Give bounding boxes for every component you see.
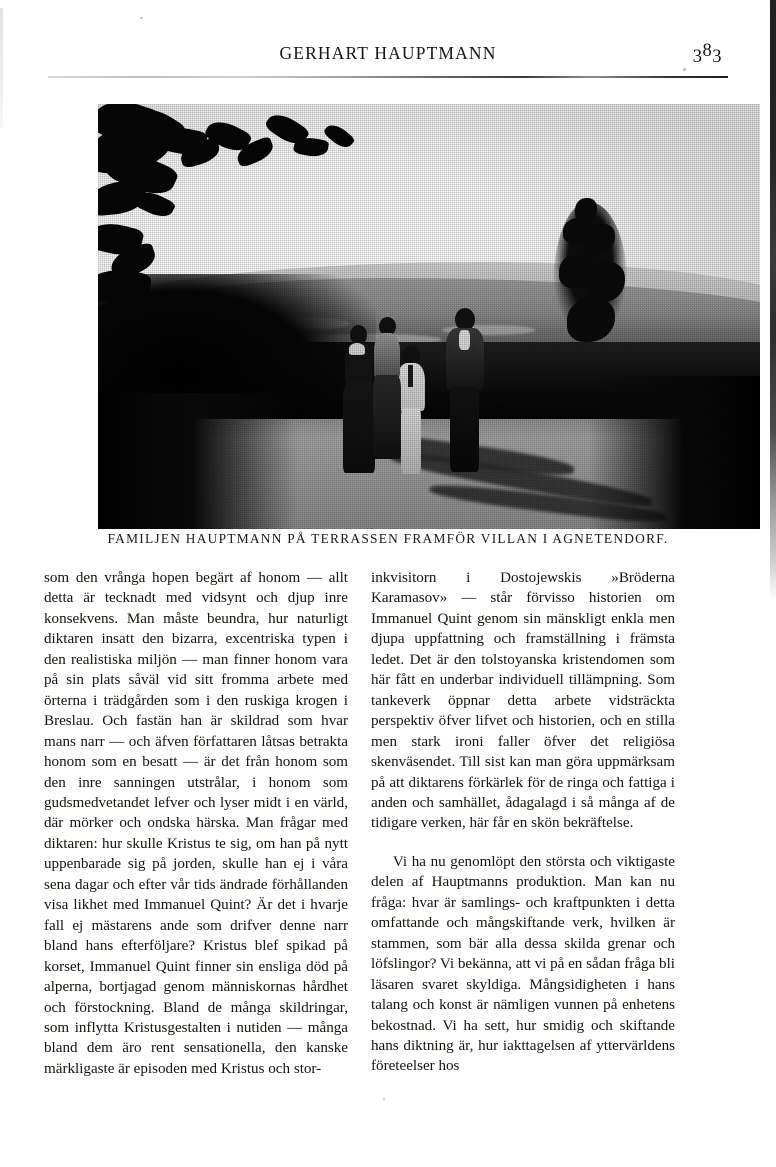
paragraph: Vi ha nu genomlöpt den största och viktigaste delen af Hauptmanns produktion. Man kan nu fråga: hvar är samlings- och kraftpunkten i detta omfattande och mångskiftande verk, hvilken är stammen, som bär alla dessa skilda grenar och löfslingor? Vi bekänna, att vi på en sådan fråga bli läsaren svaret skyldiga. Mångsidigheten i hans talang och konst är nämligen vunnen på enhetens bekostnad. Vi ha sett, hur smidig och skiftande hans diktning är, hur iakttagelsen af yttervärldens företeelser hos bbox=[371, 853, 675, 1075]
paragraph: inkvisitorn i Dostojewskis »Bröderna Karamasov» — står förvisso historien om Immanuel Quint genom sin mänskligt enkla men djupa uppfattning och framställning i främsta ledet. Det är den tolstoyanska kristendomen som här fått en underbar individuell tillämpning. Som tankeverk öppnar detta arbete vidsträckta perspektiv öfver lifvet och historien, och en stilla men stark ironi faller öfver det religiösa skenväsendet. Till sist kan man göra uppmärksam på att diktarens förkärlek för de ringa och fattiga i anden och samhället, ådagalagd i så många af de tidigare verken, här får en skön bekräftelse. bbox=[371, 570, 675, 832]
figure-collar bbox=[349, 343, 365, 355]
figure-tie bbox=[408, 365, 413, 387]
folio-digit-last: 3 bbox=[712, 47, 722, 67]
running-head bbox=[48, 43, 728, 69]
figure-legs bbox=[401, 408, 421, 474]
page-number bbox=[692, 41, 722, 67]
column-right bbox=[371, 568, 675, 1079]
folio-digit-mid: 8 bbox=[702, 41, 713, 61]
column-left bbox=[44, 568, 348, 1079]
body-columns bbox=[44, 568, 734, 1079]
figure-skirt bbox=[373, 375, 401, 459]
scan-speck bbox=[383, 1098, 385, 1100]
header-rule bbox=[48, 76, 728, 78]
photo-ground-layer bbox=[98, 104, 760, 529]
figure-woman-light-dress bbox=[373, 317, 403, 470]
scan-edge-left bbox=[0, 8, 3, 128]
figure-shirt bbox=[459, 330, 470, 350]
scan-edge-right bbox=[770, 0, 776, 600]
figure-trousers bbox=[450, 386, 479, 472]
ground-shadow-left bbox=[98, 393, 297, 529]
page-title: GERHART HAUPTMANN bbox=[279, 43, 497, 63]
folio-digit-first: 3 bbox=[692, 47, 703, 67]
scan-speck bbox=[140, 17, 143, 19]
photo-caption: FAMILJEN HAUPTMANN PÅ TERRASSEN FRAMFÖR VILLAN I AGNETENDORF. bbox=[107, 531, 669, 546]
figure-torso bbox=[374, 333, 400, 379]
photograph bbox=[98, 104, 760, 529]
figure-man-suit bbox=[446, 308, 484, 487]
ground-shadow-right bbox=[588, 376, 760, 529]
paragraph: som den vrånga hopen begärt af honom — allt detta är tecknadt med vidsynt och djup inre konsekvens. Man måste beundra, hur naturligt diktaren insatt den bizarra, excentriska typen i den realistiska miljön — man finner honom vara på sin plats såväl vid sitt fromma arbete med örterna i trädgården som i den ruskiga krogen i Breslau. Och fastän han är skildrad som hvar mans narr — och äfven författaren låtsas betrakta honom som en besatt — är det från honom som den inre sanningen utstrålar, i honom som gudsmedvetandet lefver och lyser midt i en värld, där mörker och ondska härska. Man frågar med diktaren: hur skulle Kristus te sig, om han på nytt uppenbarade sig på jorden, skulle han ej i våra sena dagar och efter vår tids ändrade förhållanden visa likhet med Immanuel Quint? Är det i hvarje fall ej mästarens ande som drifver denne narr bland hans efterföljare? Kristus blef spikad på korset, Immanuel Quint finner sin ensliga död på alperna, bortjagad genom människornas hårdhet och förstockning. Bland de många skildringar, som inflytta Kristusgestalten i nutiden — många bland dem äro rent sensationella, den kanske märkligaste är episoden med Kristus och stor- bbox=[44, 570, 348, 1077]
figure-skirt bbox=[343, 381, 375, 473]
